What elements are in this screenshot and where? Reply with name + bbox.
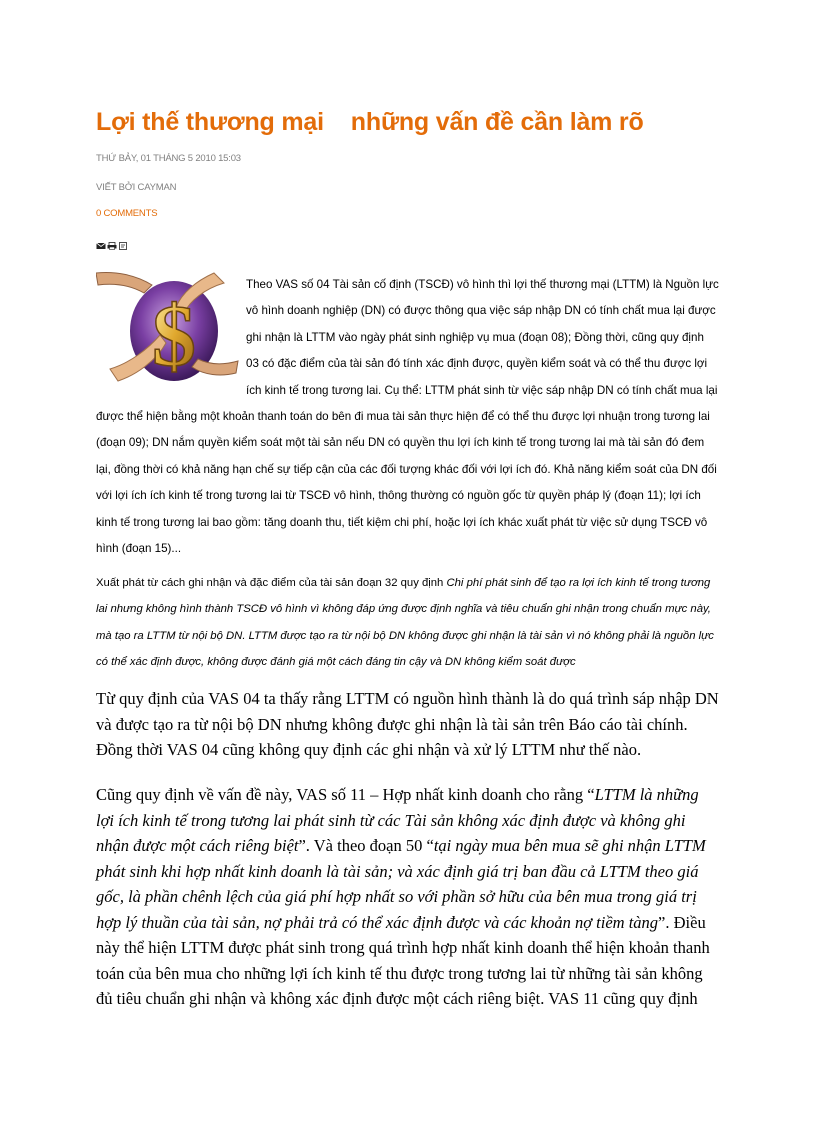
para2-a: Cũng quy định về vấn đề này, VAS số 11 – Hợp nhất kinh doanh cho rằng “ (96, 785, 595, 804)
email-icon[interactable] (96, 237, 106, 245)
svg-text:$: $ (152, 288, 196, 385)
intro-paragraph (96, 272, 720, 562)
para2-d: tại ngày mua bên mua sẽ ghi nhận LTTM phát sinh khi hợp nhất kinh doanh là tài sản; và xác định giá trị ban đầu cả LTTM theo giá gốc, là phần chênh lệch của giá phí hợp nhất so với phần sở hữu của bên mua trong giá trị hợp lý thuần của tài sản, nợ phải trả có thể xác định được và các khoản nợ tiềm tàng (96, 836, 706, 932)
para2-b: LTTM là những lợi ích kinh tế trong tương lai phát sinh từ các Tài sản không xác định được và không ghi nhận được một cách riêng biệt (96, 785, 699, 855)
para2-e: ”. Điều này thể hiện LTTM được phát sinh trong quá trình hợp nhất kinh doanh thể hiện khoản thanh toán của bên mua cho những lợi ích kinh tế thu được trong tương lai từ những tài sản không đủ tiêu chuẩn ghi nhận và không xác định được một cách riêng biệt. VAS 11 cũng quy định (96, 912, 710, 1008)
intro-text: Theo VAS số 04 Tài sản cố định (TSCĐ) vô hình thì lợi thế thương mại (LTTM) là Nguồn lực vô hình doanh nghiệp (DN) có được thông qua việc sáp nhập DN có tính chất mua lại được ghi nhận là LTTM vào ngày phát sinh nghiệp vụ mua (đoạn 08); Đồng thời, cũng quy định 03 có đặc điểm của tài sản đó tính xác định được, quyền kiểm soát và có thể thu được lợi ích kinh tế trong tương lai. Cụ thể: LTTM phát sinh từ việc sáp nhập DN có tính chất mua lại được thể hiện bằng một khoản thanh toán do bên đi mua tài sản thực hiện để có thể thu được lợi nhuận trong tương lai (đoạn 09); DN nắm quyền kiểm soát một tài sản nếu DN có quyền thu lợi ích kinh tế trong tương lai mà tài sản đó đem lại, đồng thời có khả năng hạn chế sự tiếp cận của các đối tượng khác đối với lợi ích đó. Khả năng kiểm soát của DN đối với lợi ích ích kinh tế trong tương lai từ TSCĐ vô hình, thông thường có nguồn gốc từ quyền pháp lý (đoạn 11); lợi ích kinh tế trong tương lai bao gồm: tăng doanh thu, tiết kiệm chi phí, hoặc lợi ích khác xuất phát từ việc sử dụng TSCĐ vô hình (đoạn 15)... (96, 278, 719, 556)
comments-link[interactable]: 0 COMMENTS (96, 208, 158, 219)
pdf-icon[interactable] (118, 237, 128, 245)
quote-italic: Chi phí phát sinh để tạo ra lợi ích kinh tế trong tương lai nhưng không hình thành TSCĐ vô hình vì không đáp ứng được định nghĩa và tiêu chuẩn ghi nhận trong chuẩn mực này, mà tạo ra LTTM từ nội bộ DN. LTTM được tạo ra từ nội bộ DN không được ghi nhận là tài sản vì nó không phải là nguồn lực có thể xác định được, không được đánh giá một cách đáng tin cậy và DN không kiểm soát được (96, 577, 714, 669)
article-date: THỨ BẢY, 01 THÁNG 5 2010 15:03 (96, 153, 241, 164)
quote-paragraph (96, 570, 720, 676)
body-paragraph-2 (96, 782, 720, 1012)
para2-c: ”. Và theo đoạn 50 “ (298, 836, 434, 855)
article-tools (96, 237, 128, 245)
quote-lead: Xuất phát từ cách ghi nhận và đặc điểm của tài sản đoạn 32 quy định (96, 577, 447, 589)
print-icon[interactable] (107, 237, 117, 245)
article-title: Lợi thế thương mại những vấn đề cần làm rõ (96, 108, 644, 136)
article-author: VIẾT BỞI CAYMAN (96, 182, 177, 193)
body-paragraph-1: Từ quy định của VAS 04 ta thấy rằng LTTM có nguồn hình thành là do quá trình sáp nhập DN và được tạo ra từ nội bộ DN nhưng không được ghi nhận là tài sản trên Báo cáo tài chính. Đồng thời VAS 04 cũng không quy định các ghi nhận và xử lý LTTM như thế nào. (96, 689, 719, 759)
